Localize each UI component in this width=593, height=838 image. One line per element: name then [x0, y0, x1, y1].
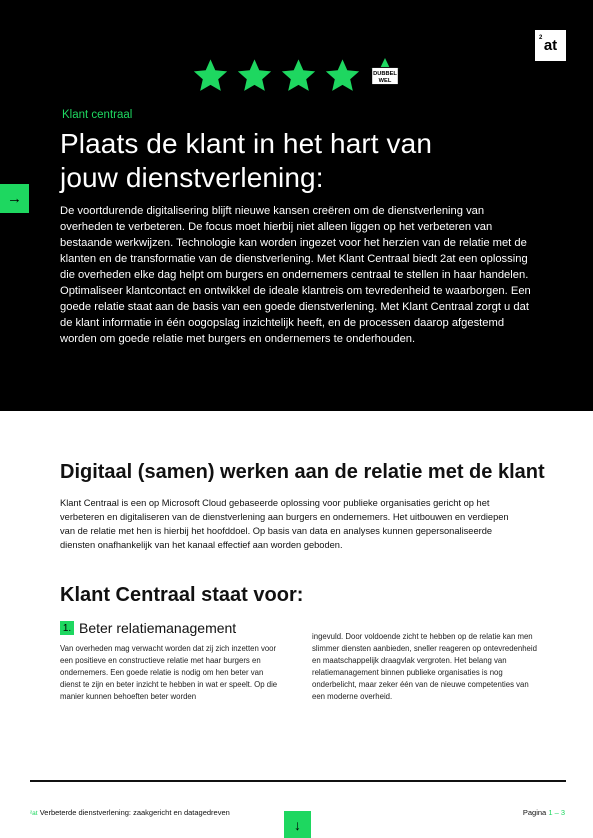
- rating-stars: [192, 57, 361, 94]
- section-title-staat-voor: Klant Centraal staat voor:: [60, 584, 304, 606]
- dubbel-wel-seal-icon: [366, 57, 404, 95]
- footer-doc-title: [30, 808, 230, 817]
- footer-divider: [30, 780, 566, 782]
- column-right-text: ingevuld. Door voldoende zicht te hebben op de relatie kan men slimmer diensten aanbieden, sneller reageren op ontevredenheid en maatschappelijk draagvlak vergroten. Het belang van relatiemanagement binnen publieke organisaties is nog onderbelicht, maar zeker één van de nieuwe competenties van een moderne overheid.: [312, 632, 537, 701]
- logo-superscript: 2: [539, 35, 543, 41]
- next-arrow-icon[interactable]: →: [0, 184, 29, 213]
- hero-banner: [0, 0, 593, 411]
- column-left-text: Van overheden mag verwacht worden dat zij zich inzetten voor een positieve en constructieve relatie met haar burgers en ondernemers. Een goede relatie is nodig om hen beter van dienst te zijn en beter inzicht te hebben in wat er speelt. Op die manier kunnen behoeften beter worden: [60, 644, 278, 701]
- star-icon: [324, 57, 361, 94]
- star-icon: [236, 57, 273, 94]
- scroll-down-arrow-icon[interactable]: ↓: [284, 811, 311, 838]
- logo-text: at: [543, 37, 558, 54]
- item-number-badge: 1.: [60, 621, 74, 635]
- hero-body: De voortdurende digitalisering blijft nieuwe kansen creëren om de dienstverlening van overheden te verbeteren. De focus moet hierbij niet alleen liggen op het verbeteren van bestaande werkwijzen. Technologie kan worden ingezet voor het herzien van de relatie met de klanten en de transformatie van de dienstverlening. Met Klant Centraal biedt 2at een oplossing die overheden elke dag helpt om burgers en ondernemers centraal te stellen in haar handelen. Optimaliseer klantcontact en ontwikkel de ideale klantreis om tevredenheid te waarborgen. Een goede relatie staat aan de basis van een goede dienstverlening. Met Klant Centraal zorgt u dat de klant informatie in één oogopslag inzichtelijk heeft, en de processen daarop afgestemd worden om goede relatie met burgers en ondernemers te onderhouden.: [60, 205, 531, 345]
- page-indicator: [523, 808, 565, 817]
- hero-title: Plaats de klant in het hart van jouw dienstverlening:: [60, 128, 432, 193]
- svg-text:DUBBEL: DUBBEL: [373, 71, 397, 78]
- star-icon: [280, 57, 317, 94]
- star-icon: [192, 57, 229, 94]
- svg-text:WEL: WEL: [378, 78, 392, 85]
- section-intro: Klant Centraal is een op Microsoft Cloud gebaseerde oplossing voor publieke organisaties gericht op het verbeteren en digitaliseren van de dienstverlening aan burgers en ondernemers. Het uitbouwen en verdiepen van de relatie met hen is hierbij het hoofddoel. Op basis van data en analyses kunnen gepersonaliseerde diensten onafhankelijk van het kanaal effectief aan worden geboden.: [60, 498, 509, 550]
- hero-eyebrow: Klant centraal: [62, 109, 133, 121]
- page-number: 1 – 3: [548, 808, 565, 817]
- footer-title-text: Verbeterde dienstverlening: zaakgericht en datagedreven: [39, 808, 230, 817]
- numbered-subheading: [60, 620, 236, 636]
- item-title: Beter relatiemanagement: [79, 620, 237, 636]
- company-logo[interactable]: [535, 30, 566, 61]
- page-label: Pagina: [522, 808, 547, 817]
- footer-brand: ²at: [30, 810, 38, 817]
- section-title-digitaal: Digitaal (samen) werken aan de relatie met de klant: [60, 461, 545, 483]
